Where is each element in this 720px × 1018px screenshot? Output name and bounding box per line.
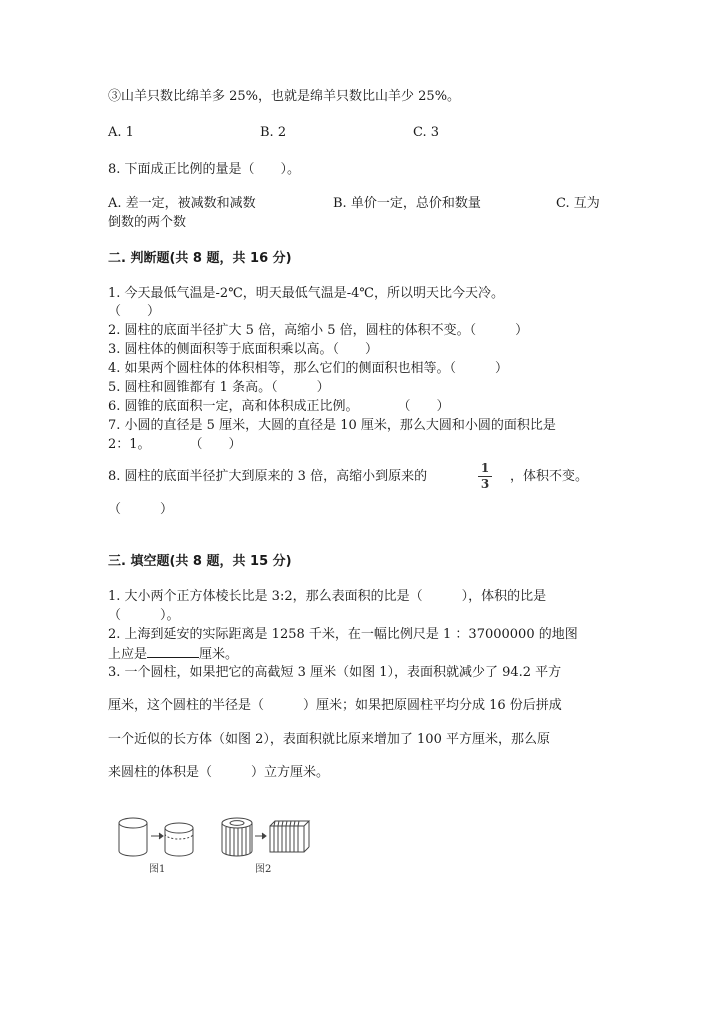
fill-q2-line1: 2. 上海到延安的实际距离是 1258 千米，在一幅比例尺是 1 ：37000000 的地图 [108,627,578,642]
fill-q2-suffix: 厘米。 [199,647,239,662]
judge-item-5: 5. 圆柱和圆锥都有 1 条高。（ ） [108,380,330,395]
section3-title: 三. 填空题(共 8 题，共 15 分) [108,554,292,569]
fill-blank-line [147,645,199,658]
fill-q2-line2 [108,645,238,664]
judge-item-8: 8. 圆柱的底面半径扩大到原来的 3 倍，高缩小到原来的 [108,469,428,484]
q8-option-a: A. 差一定，被减数和减数 [108,196,256,211]
figure-1-caption: 图1 [149,864,166,875]
q8-stem: 8. 下面成正比例的量是（ ）。 [108,162,301,177]
fill-q3-line3: 一个近似的长方体（如图 2），表面积就比原来增加了 100 平方厘米，那么原 [108,732,550,747]
fill-q3-line1: 3. 一个圆柱，如果把它的高截短 3 厘米（如图 1），表面积就减少了 94.2 平方 [108,665,562,680]
judge-item-6: 6. 圆锥的底面积一定，高和体积成正比例。 （ ） [108,399,450,414]
judge-item-7-cont: 2：1。 （ ） [108,437,242,452]
q8-option-c-continued: 倒数的两个数 [108,215,187,230]
fill-q1-line2: （ ）。 [108,608,180,623]
section2-title: 二. 判断题(共 8 题，共 16 分) [108,251,292,266]
judge-item-2: 2. 圆柱的底面半径扩大 5 倍，高缩小 5 倍，圆柱的体积不变。（ ） [108,323,529,338]
fraction-one-third [478,462,492,491]
fill-q3-line2: 厘米，这个圆柱的半径是（ ）厘米；如果把原圆柱平均分成 16 份后拼成 [108,698,562,713]
q7-option-a: A. 1 [108,125,134,140]
judge-item-1-paren: （ ） [108,304,161,319]
q7-option-c: C. 3 [413,125,440,140]
judge-item-1: 1. 今天最低气温是-2℃，明天最低气温是-4℃，所以明天比今天冷。 [108,286,504,301]
judge-item-4: 4. 如果两个圆柱体的体积相等，那么它们的侧面积也相等。（ ） [108,361,509,376]
fill-q3-line4: 来圆柱的体积是（ ）立方厘米。 [108,765,330,780]
judge-item-8-paren: （ ） [108,502,174,517]
fraction-denominator: 3 [480,477,490,491]
q7-statement: ③山羊只数比绵羊多 25%，也就是绵羊只数比山羊少 25%。 [108,89,461,104]
figure-2-cylinder-to-cuboid [219,814,314,860]
judge-item-8-end: ，体积不变。 [510,469,589,484]
judge-item-7: 7. 小圆的直径是 5 厘米，大圆的直径是 10 厘米，那么大圆和小圆的面积比是 [108,418,556,433]
figure-1-cylinders [115,814,201,860]
q8-option-c: C. 互为 [556,196,600,211]
judge-item-3: 3. 圆柱体的侧面积等于底面积乘以高。（ ） [108,342,379,357]
fill-q1-line1: 1. 大小两个正方体棱长比是 3:2，那么表面积的比是（ ），体积的比是 [108,589,547,604]
q7-option-b: B. 2 [260,125,287,140]
figure-2-caption: 图2 [255,864,272,875]
fill-q2-prefix: 上应是 [108,647,148,662]
fraction-numerator: 1 [480,461,490,475]
q8-option-b: B. 单价一定，总价和数量 [333,196,481,211]
